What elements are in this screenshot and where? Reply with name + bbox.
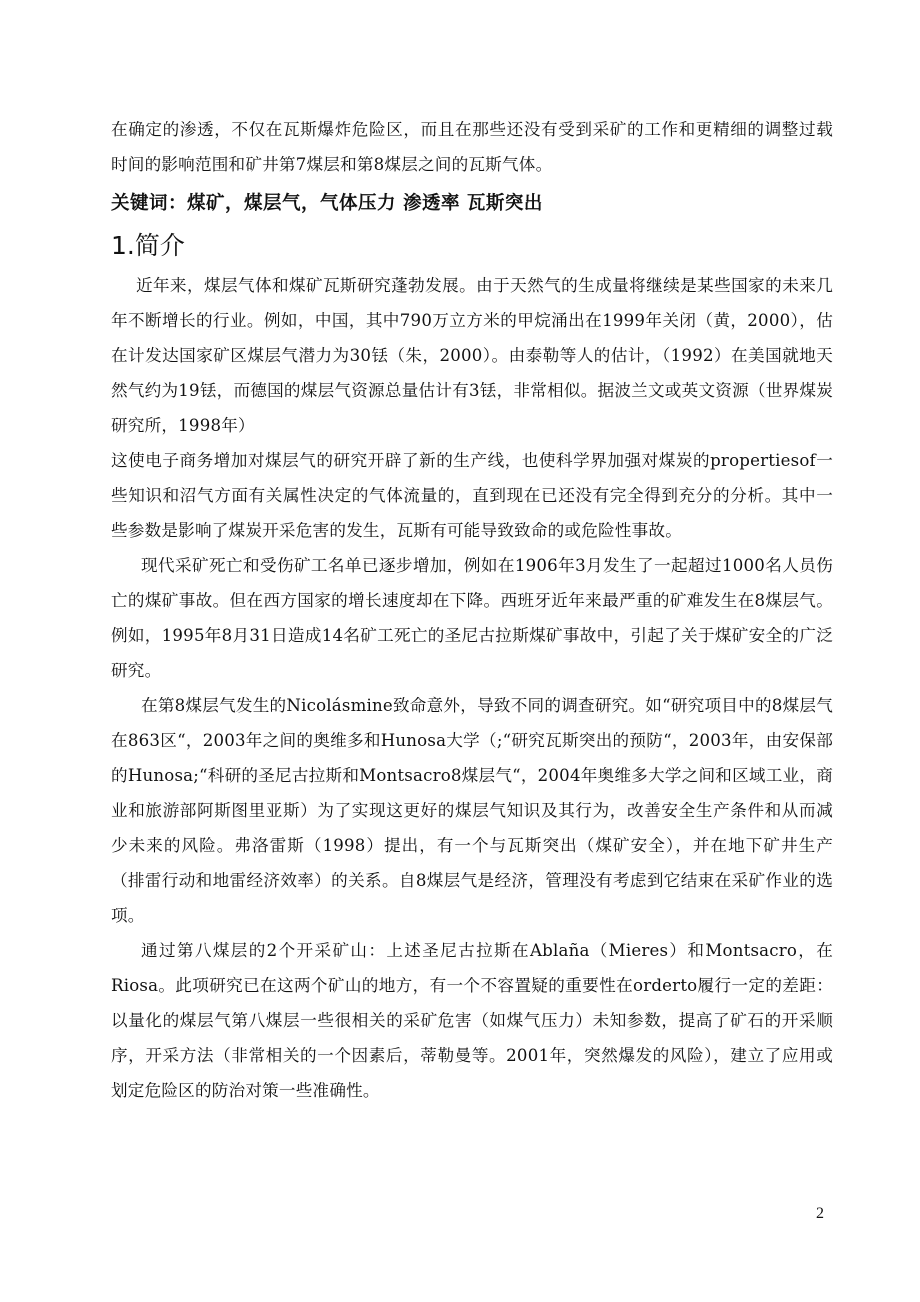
paragraph-3: 现代采矿死亡和受伤矿工名单已逐步增加，例如在1906年3月发生了一起超过1000名人员伤亡的煤矿事故。但在西方国家的增长速度却在下降。西班牙近年来最严重的矿难发生在8煤层气。例如，1995年8月31日造成14名矿工死亡的圣尼古拉斯煤矿事故中，引起了关于煤矿安全的广泛研究。 — [111, 556, 833, 680]
paragraph-5: 通过第八煤层的2个开采矿山：上述圣尼古拉斯在Ablaña（Mieres）和Montsacro，在Riosa。此项研究已在这两个矿山的地方，有一个不容置疑的重要性在orderto履行一定的差距：以量化的煤层气第八煤层一些很相关的采矿危害（如煤气压力）未知参数，提高了矿石的开采顺序，开采方法（非常相关的一个因素后，蒂勒曼等。2001年，突然爆发的风险），建立了应用或划定危险区的防治对策一些准确性。 — [111, 941, 833, 1100]
paragraph-4: 在第8煤层气发生的Nicolásmine致命意外，导致不同的调查研究。如“研究项目中的8煤层气在863区“，2003年之间的奥维多和Hunosa大学（;“研究瓦斯突出的预防“，2003年，由安保部的Hunosa;“科研的圣尼古拉斯和Montsacro8煤层气“，2004年奥维多大学之间和区域工业，商业和旅游部阿斯图里亚斯）为了实现这更好的煤层气知识及其行为，改善安全生产条件和从而减少未来的风险。弗洛雷斯（1998）提出，有一个与瓦斯突出（煤矿安全），并在地下矿井生产（排雷行动和地雷经济效率）的关系。自8煤层气是经济，管理没有考虑到它结束在采矿作业的选项。 — [111, 696, 833, 925]
paragraph-2: 这使电子商务增加对煤层气的研究开辟了新的生产线，也使科学界加强对煤炭的propertiesof一些知识和沼气方面有关属性决定的气体流量的，直到现在已还没有完全得到充分的分析。其中一些参数是影响了煤炭开采危害的发生，瓦斯有可能导致致命的或危险性事故。 — [111, 451, 833, 540]
keywords-line: 关键词：煤矿，煤层气，气体压力 渗透率 瓦斯突出 — [111, 193, 543, 214]
intro-paragraph: 在确定的渗透，不仅在瓦斯爆炸危险区，而且在那些还没有受到采矿的工作和更精细的调整过载时间的影响范围和矿井第7煤层和第8煤层之间的瓦斯气体。 — [111, 120, 833, 174]
document-body — [111, 112, 833, 1108]
paragraph-1: 近年来，煤层气体和煤矿瓦斯研究蓬勃发展。由于天然气的生成量将继续是某些国家的未来几年不断增长的行业。例如，中国，其中790万立方米的甲烷涌出在1999年关闭（黄，2000），估在计发达国家矿区煤层气潜力为30铥（朱，2000）。由泰勒等人的估计，（1992）在美国就地天然气约为19铥，而德国的煤层气资源总量估计有3铥，非常相似。据波兰文或英文资源（世界煤炭研究所，1998年） — [111, 276, 833, 435]
section-heading: 1.简介 — [111, 231, 185, 260]
page-number: 2 — [816, 1205, 824, 1222]
